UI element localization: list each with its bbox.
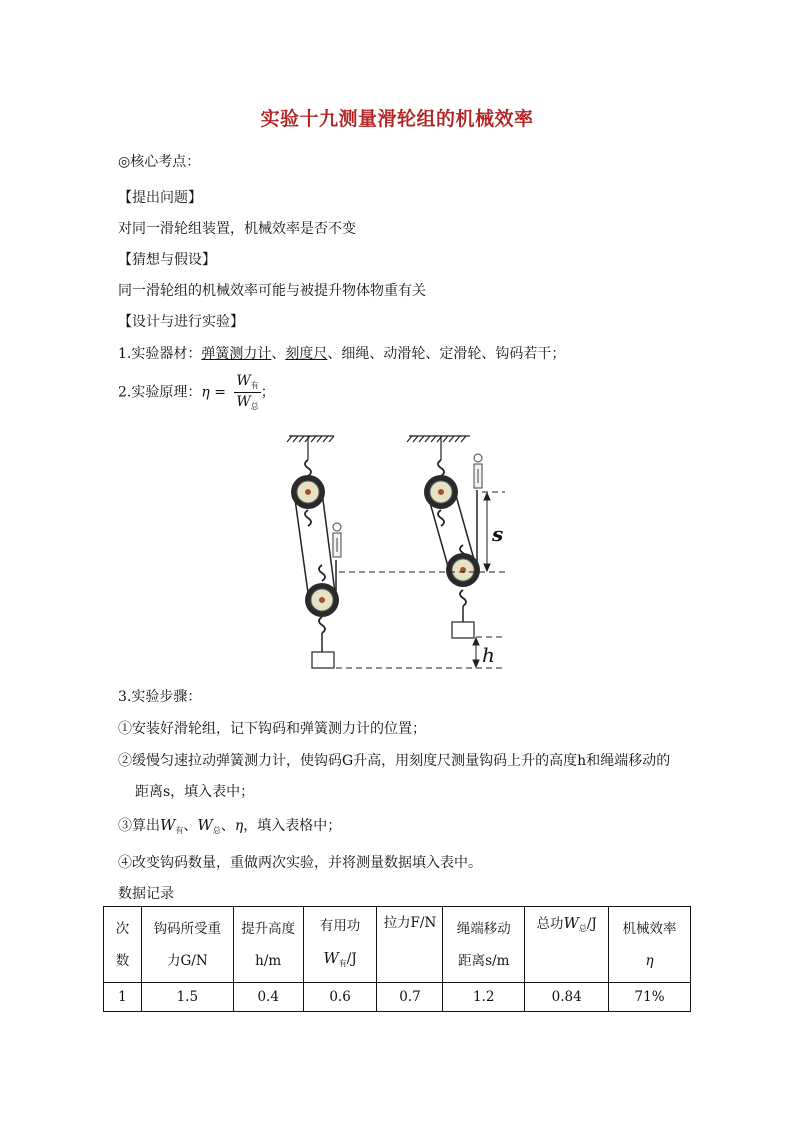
header-trial-1: 次 bbox=[115, 920, 130, 937]
header-weight bbox=[141, 907, 233, 983]
principle-den-sub: 总 bbox=[250, 402, 259, 411]
question-text: 对同一滑轮组装置，机械效率是否不变 bbox=[118, 221, 356, 237]
step-3-sub1: 有 bbox=[175, 826, 184, 835]
cell-height: 0.4 bbox=[233, 983, 303, 1012]
step-4: ④改变钩码数量，重做两次实验，并将测量数据填入表中。 bbox=[118, 855, 482, 871]
pulley-left-fixed bbox=[291, 475, 325, 509]
table-header-row bbox=[104, 907, 691, 983]
pulley-right-fixed bbox=[424, 475, 458, 509]
label-h: h bbox=[482, 643, 495, 667]
step-2b: 距离s，填入表中； bbox=[135, 784, 255, 800]
header-efficiency-1: 机械效率 bbox=[622, 920, 677, 937]
principle-w-num: W bbox=[236, 373, 251, 389]
header-total-work-sub: 总 bbox=[578, 924, 587, 933]
step-3-sub2: 总 bbox=[212, 826, 221, 835]
header-useful-work-unit: /J bbox=[346, 950, 357, 967]
step-3 bbox=[118, 815, 341, 836]
header-distance bbox=[443, 907, 525, 983]
step-3-eta: η bbox=[234, 818, 244, 834]
section-hypothesis: 【猜想与假设】 bbox=[118, 252, 216, 268]
equipment-prefix: 1.实验器材： bbox=[118, 346, 202, 362]
pulley-left-movable bbox=[305, 583, 339, 617]
weight-right bbox=[452, 622, 474, 638]
spring-scale-right bbox=[474, 454, 482, 488]
header-weight-1: 钩码所受重 bbox=[153, 920, 222, 937]
equipment-ruler: 刻度尺 bbox=[285, 346, 328, 362]
header-efficiency-eta: η bbox=[645, 952, 654, 969]
header-total-work-w: W bbox=[563, 914, 579, 932]
header-total-work-1: 总功 bbox=[536, 916, 564, 932]
cell-efficiency: 71% bbox=[609, 983, 691, 1012]
header-efficiency bbox=[609, 907, 691, 983]
steps-heading: 3.实验步骤： bbox=[118, 689, 202, 705]
header-force bbox=[377, 907, 443, 983]
header-trial-2: 数 bbox=[115, 952, 130, 969]
right-ceiling bbox=[407, 436, 470, 460]
equipment-rest: 、细绳、动滑轮、定滑轮、钩码若干； bbox=[327, 346, 566, 362]
left-ceiling bbox=[287, 436, 334, 460]
dashed-lines bbox=[336, 492, 505, 668]
table-caption: 数据记录 bbox=[118, 886, 174, 902]
equipment-sep: 、 bbox=[271, 346, 286, 362]
header-distance-1: 绳端移动 bbox=[456, 920, 511, 937]
step-3-post: ，填入表格中； bbox=[243, 818, 342, 834]
page-title: 实验十九测量滑轮组的机械效率 bbox=[260, 108, 534, 130]
header-force-1: 拉力F/N bbox=[383, 915, 437, 931]
weight-left bbox=[312, 652, 334, 668]
principle-num-sub: 有 bbox=[250, 381, 259, 390]
pulley-right-movable bbox=[446, 553, 480, 587]
header-height bbox=[233, 907, 303, 983]
header-useful-work-1: 有用功 bbox=[319, 917, 361, 934]
section-design: 【设计与进行实验】 bbox=[118, 314, 244, 330]
principle-equals: = bbox=[214, 384, 226, 401]
core-points: ◎核心考点： bbox=[118, 154, 201, 170]
principle-end: ； bbox=[260, 384, 275, 401]
principle-w-den: W bbox=[236, 394, 251, 410]
header-height-2: h/m bbox=[255, 952, 282, 969]
spring-scale-left bbox=[333, 523, 341, 557]
header-total-work bbox=[525, 907, 609, 983]
principle-eta: η bbox=[201, 384, 210, 401]
header-total-work-unit: /J bbox=[586, 916, 597, 932]
cell-distance: 1.2 bbox=[443, 983, 525, 1012]
header-useful-work-sub: 有 bbox=[338, 958, 347, 968]
table-row bbox=[104, 983, 691, 1012]
step-3-w2: W bbox=[197, 816, 213, 834]
principle-prefix: 2.实验原理： bbox=[118, 384, 202, 401]
cell-weight: 1.5 bbox=[141, 983, 233, 1012]
cell-total-work: 0.84 bbox=[525, 983, 609, 1012]
step-3-prefix: ③算出 bbox=[118, 818, 160, 834]
cell-useful-work: 0.6 bbox=[303, 983, 377, 1012]
step-3-w1: W bbox=[160, 816, 176, 834]
step-1: ①安装好滑轮组，记下钩码和弹簧测力计的位置； bbox=[118, 721, 426, 737]
header-useful-work-w: W bbox=[323, 948, 339, 967]
step-3-sep1: 、 bbox=[183, 818, 198, 834]
step-2a: ②缓慢匀速拉动弹簧测力计，使钩码G升高，用刻度尺测量钩码上升的高度h和绳端移动的 bbox=[118, 753, 671, 769]
cell-trial: 1 bbox=[104, 983, 142, 1012]
data-table bbox=[103, 906, 691, 1012]
header-useful-work bbox=[303, 907, 377, 983]
header-distance-2: 距离s/m bbox=[458, 952, 510, 969]
hypothesis-text: 同一滑轮组的机械效率可能与被提升物体物重有关 bbox=[118, 283, 426, 299]
header-trial bbox=[104, 907, 142, 983]
section-question: 【提出问题】 bbox=[118, 190, 202, 206]
left-ropes bbox=[294, 492, 336, 652]
header-weight-2: 力G/N bbox=[167, 952, 208, 969]
step-3-sep2: 、 bbox=[220, 818, 235, 834]
cell-force: 0.7 bbox=[377, 983, 443, 1012]
label-s: s bbox=[492, 522, 504, 546]
header-height-1: 提升高度 bbox=[241, 920, 296, 937]
equipment-spring-scale: 弹簧测力计 bbox=[201, 346, 272, 362]
